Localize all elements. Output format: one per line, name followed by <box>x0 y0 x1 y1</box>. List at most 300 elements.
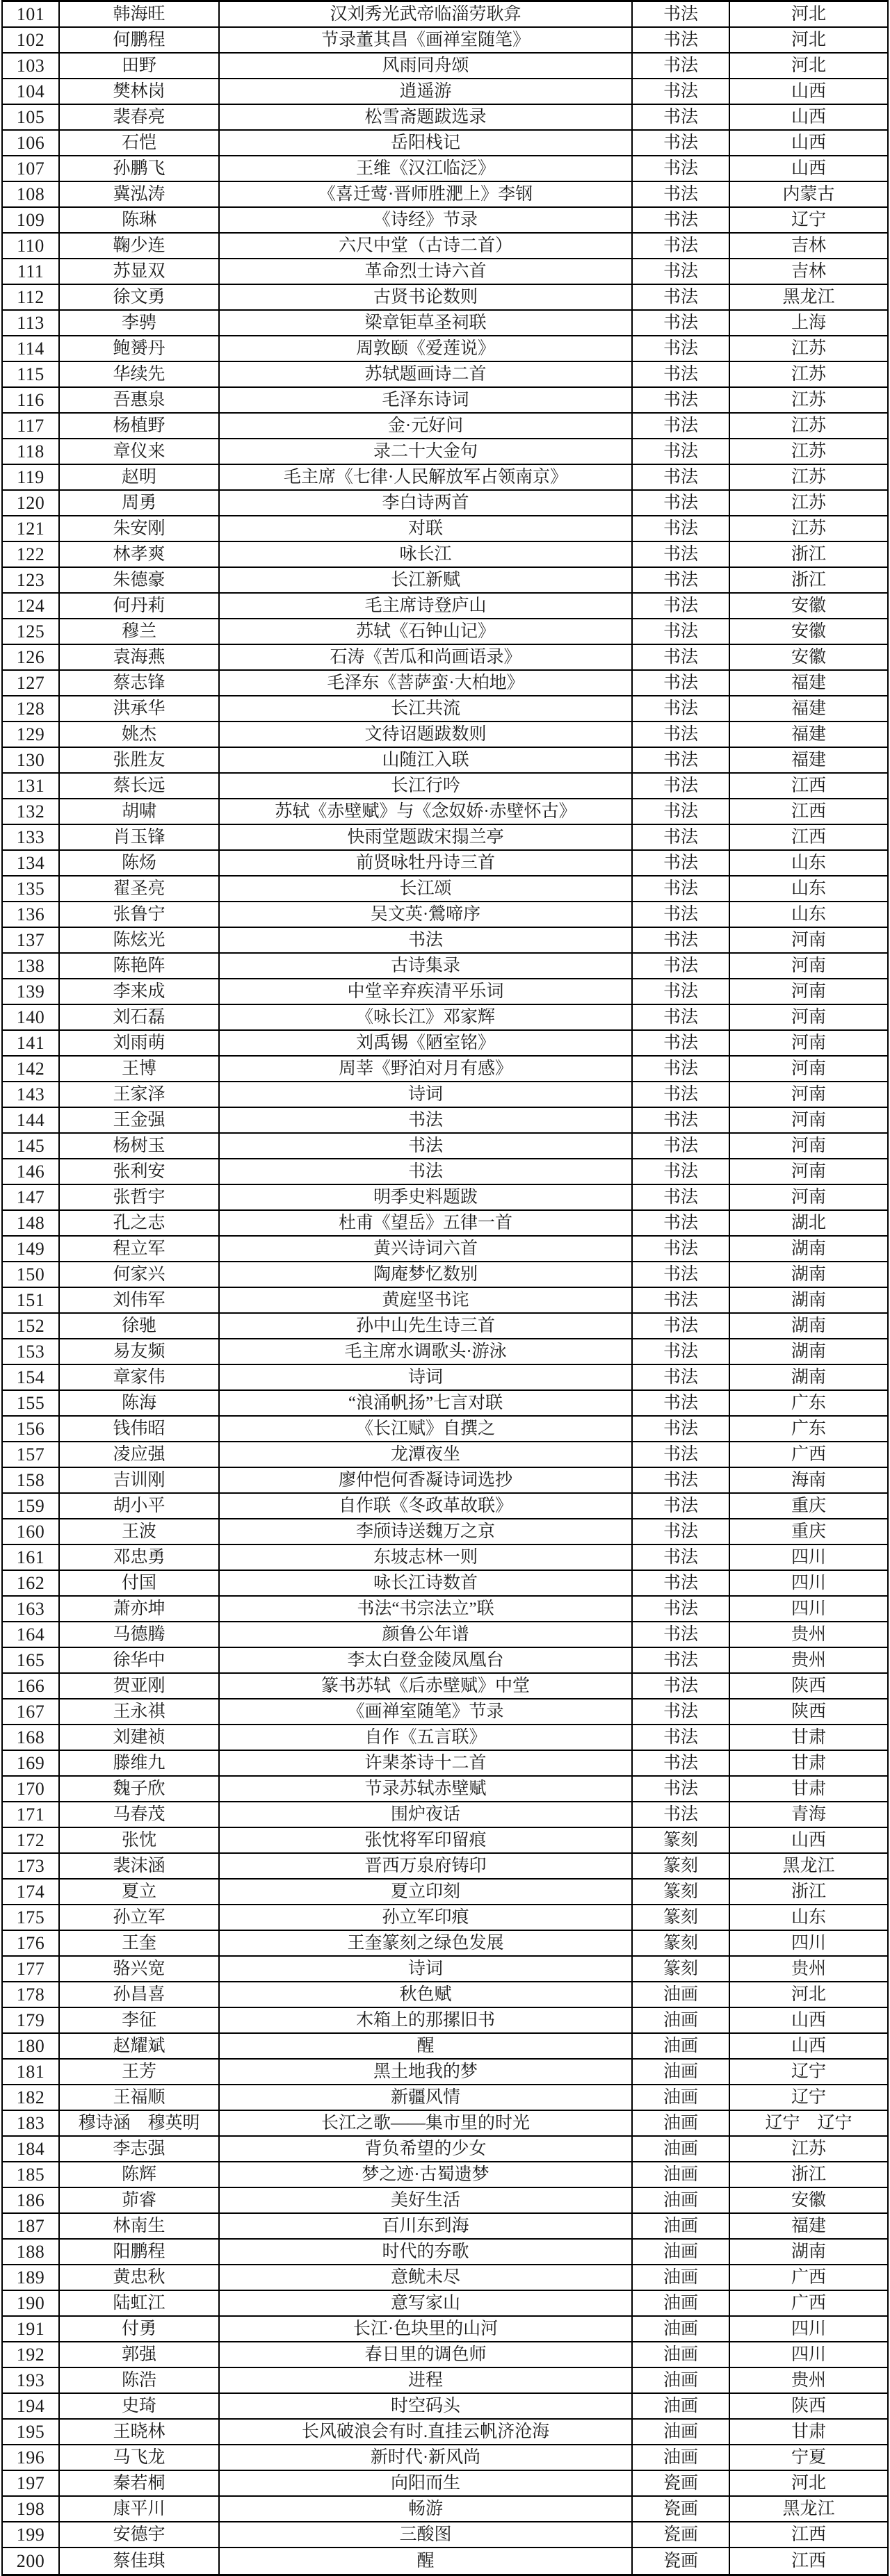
table-row <box>3 2420 887 2445</box>
province-cell: 重庆 <box>791 1497 826 1515</box>
category-cell: 油画 <box>633 2394 730 2418</box>
table-row <box>3 2085 887 2111</box>
category-cell: 书法 <box>633 1699 730 1724</box>
table-row <box>3 542 887 568</box>
artist-name-cell: 安德宇 <box>60 2522 220 2547</box>
artist-name-cell: 杨树玉 <box>60 1134 220 1158</box>
work-title-cell: 颜鲁公年谱 <box>220 1622 633 1647</box>
table-row <box>3 645 887 671</box>
table-row <box>3 2394 887 2420</box>
table-row <box>3 2137 887 2162</box>
artist-name-cell: 陆虹江 <box>60 2291 220 2315</box>
entry-number-cell: 200 <box>3 2548 60 2574</box>
work-title-cell: 李颀诗送魏万之京 <box>220 1519 633 1544</box>
artist-name-cell: 李征 <box>60 2008 220 2032</box>
entry-number-cell: 103 <box>3 54 60 78</box>
entry-number-cell: 135 <box>3 877 60 901</box>
category-cell: 书法 <box>633 1648 730 1672</box>
artist-name-cell: 史琦 <box>60 2394 220 2418</box>
table-row <box>3 1597 887 1622</box>
artist-name-cell: 李志强 <box>60 2137 220 2161</box>
category-cell: 书法 <box>633 1417 730 1441</box>
artist-name-cell: 何家兴 <box>60 1262 220 1287</box>
work-title-cell: 对联 <box>220 516 633 541</box>
table-row <box>3 131 887 156</box>
category-cell: 书法 <box>633 774 730 798</box>
category-cell: 书法 <box>633 671 730 695</box>
work-title-cell: 中堂辛弃疾清平乐词 <box>220 979 633 1004</box>
category-cell: 书法 <box>633 1108 730 1132</box>
category-cell: 书法 <box>633 1237 730 1261</box>
category-cell: 书法 <box>633 928 730 952</box>
work-title-cell: 春日里的调色师 <box>220 2342 633 2367</box>
artist-name-cell: 胡啸 <box>60 799 220 824</box>
artist-name-cell: 徐华中 <box>60 1648 220 1672</box>
province-cell: 江西 <box>791 828 826 847</box>
work-title-cell: 古贤书论数则 <box>220 285 633 309</box>
work-title-cell: 向阳而生 <box>220 2471 633 2495</box>
table-row <box>3 1365 887 1391</box>
province-cell: 湖南 <box>791 1316 826 1335</box>
table-row <box>3 1854 887 1880</box>
entry-number-cell: 128 <box>3 696 60 721</box>
entry-number-cell: 101 <box>3 2 60 26</box>
entry-number-cell: 141 <box>3 1031 60 1055</box>
entry-number-cell: 137 <box>3 928 60 952</box>
work-title-cell: 诗词 <box>220 1957 633 1981</box>
entry-number-cell: 129 <box>3 722 60 747</box>
work-title-cell: 木箱上的那摞旧书 <box>220 2008 633 2032</box>
category-cell: 书法 <box>633 234 730 258</box>
work-title-cell: 新疆风情 <box>220 2085 633 2110</box>
province-cell: 浙江 <box>791 545 826 564</box>
work-title-cell: 诗词 <box>220 1365 633 1389</box>
province-cell: 辽宁 <box>791 2088 826 2107</box>
work-title-cell: 自作《五言联》 <box>220 1725 633 1750</box>
category-cell: 书法 <box>633 1005 730 1029</box>
work-title-cell: 龙潭夜坐 <box>220 1442 633 1467</box>
category-cell: 油画 <box>633 2265 730 2290</box>
province-cell: 黑龙江 <box>782 288 835 307</box>
table-row <box>3 1262 887 1288</box>
entry-number-cell: 170 <box>3 1777 60 1801</box>
province-cell: 贵州 <box>791 1651 826 1670</box>
entry-number-cell: 118 <box>3 439 60 464</box>
table-row <box>3 465 887 491</box>
category-cell: 书法 <box>633 1725 730 1750</box>
table-row <box>3 1982 887 2008</box>
artist-name-cell: 王金强 <box>60 1108 220 1132</box>
work-title-cell: 背负希望的少女 <box>220 2137 633 2161</box>
artist-name-cell: 孙昌喜 <box>60 1982 220 2007</box>
entry-number-cell: 166 <box>3 1674 60 1698</box>
entry-number-cell: 171 <box>3 1802 60 1827</box>
work-title-cell: 明季史料题跋 <box>220 1185 633 1209</box>
table-row <box>3 979 887 1005</box>
province-cell: 江西 <box>791 2525 826 2544</box>
table-row <box>3 1648 887 1674</box>
artist-name-cell: 张利安 <box>60 1159 220 1184</box>
work-title-cell: 篆书苏轼《后赤壁赋》中堂 <box>220 1674 633 1698</box>
work-title-cell: 长江共流 <box>220 696 633 721</box>
artist-name-cell: 邓忠勇 <box>60 1545 220 1570</box>
province-cell: 浙江 <box>791 1882 826 1901</box>
entry-number-cell: 140 <box>3 1005 60 1029</box>
province-cell: 江西 <box>791 776 826 795</box>
category-cell: 书法 <box>633 516 730 541</box>
table-row <box>3 1931 887 1957</box>
work-title-cell: 毛泽东诗词 <box>220 388 633 412</box>
table-row <box>3 748 887 774</box>
category-cell: 瓷画 <box>633 2548 730 2574</box>
entry-number-cell: 155 <box>3 1391 60 1415</box>
category-cell: 油画 <box>633 2137 730 2161</box>
category-cell: 瓷画 <box>633 2471 730 2495</box>
work-title-cell: 百川东到海 <box>220 2214 633 2238</box>
category-cell: 书法 <box>633 105 730 129</box>
work-title-cell: 新时代·新风尚 <box>220 2445 633 2470</box>
table-row <box>3 1905 887 1931</box>
work-title-cell: 长风破浪会有时.直挂云帆济沧海 <box>220 2420 633 2444</box>
province-cell: 江苏 <box>791 391 826 409</box>
category-cell: 书法 <box>633 285 730 309</box>
category-cell: 书法 <box>633 1134 730 1158</box>
artist-name-cell: 肖玉锋 <box>60 825 220 849</box>
category-cell: 书法 <box>633 748 730 772</box>
table-row <box>3 336 887 362</box>
artist-name-cell: 周勇 <box>60 491 220 515</box>
category-cell: 书法 <box>633 1622 730 1647</box>
province-cell: 广东 <box>791 1419 826 1438</box>
artist-name-cell: 王奎 <box>60 1931 220 1955</box>
table-row <box>3 1519 887 1545</box>
artist-name-cell: 吾惠泉 <box>60 388 220 412</box>
table-row <box>3 259 887 285</box>
province-cell: 山东 <box>791 854 826 872</box>
category-cell: 书法 <box>633 799 730 824</box>
work-title-cell: 东坡志林一则 <box>220 1545 633 1570</box>
province-cell: 河北 <box>791 56 826 75</box>
artist-name-cell: 何鹏程 <box>60 28 220 52</box>
table-row <box>3 2497 887 2522</box>
entry-number-cell: 127 <box>3 671 60 695</box>
work-title-cell: 陶庵梦忆数别 <box>220 1262 633 1287</box>
artist-name-cell: 滕维九 <box>60 1751 220 1775</box>
work-title-cell: 前贤咏牡丹诗三首 <box>220 851 633 875</box>
work-title-cell: 自作联《冬政革故联》 <box>220 1494 633 1518</box>
work-title-cell: 山随江入联 <box>220 748 633 772</box>
category-cell: 书法 <box>633 414 730 438</box>
table-row <box>3 2368 887 2394</box>
artist-name-cell: 马德腾 <box>60 1622 220 1647</box>
province-cell: 浙江 <box>791 571 826 589</box>
table-row <box>3 388 887 414</box>
category-cell: 书法 <box>633 208 730 232</box>
table-row <box>3 2317 887 2342</box>
work-title-cell: 畅游 <box>220 2497 633 2521</box>
entry-number-cell: 157 <box>3 1442 60 1467</box>
work-title-cell: 时空码头 <box>220 2394 633 2418</box>
table-row <box>3 2162 887 2188</box>
table-row <box>3 1211 887 1237</box>
work-title-cell: 长江颂 <box>220 877 633 901</box>
category-cell: 油画 <box>633 2008 730 2032</box>
work-title-cell: 书法 <box>220 1134 633 1158</box>
province-cell: 湖南 <box>791 2242 826 2261</box>
category-cell: 书法 <box>633 311 730 335</box>
entry-number-cell: 153 <box>3 1339 60 1364</box>
artist-name-cell: 林南生 <box>60 2214 220 2238</box>
artist-name-cell: 何丹莉 <box>60 594 220 618</box>
province-cell: 山东 <box>791 1908 826 1927</box>
province-cell: 辽宁 辽宁 <box>765 2114 852 2133</box>
category-cell: 书法 <box>633 1185 730 1209</box>
table-row <box>3 2342 887 2368</box>
entry-number-cell: 139 <box>3 979 60 1004</box>
table-row <box>3 234 887 259</box>
category-cell: 油画 <box>633 2162 730 2187</box>
category-cell: 油画 <box>633 2085 730 2110</box>
province-cell: 四川 <box>791 2320 826 2338</box>
province-cell: 宁夏 <box>791 2448 826 2467</box>
artist-name-cell: 王芳 <box>60 2060 220 2084</box>
artist-name-cell: 樊林岗 <box>60 79 220 104</box>
work-title-cell: 秋色赋 <box>220 1982 633 2007</box>
work-title-cell: 张忱将军印留痕 <box>220 1828 633 1852</box>
table-row <box>3 1082 887 1108</box>
category-cell: 篆刻 <box>633 1828 730 1852</box>
entry-number-cell: 149 <box>3 1237 60 1261</box>
entry-number-cell: 119 <box>3 465 60 489</box>
province-cell: 湖北 <box>791 1214 826 1232</box>
entry-number-cell: 150 <box>3 1262 60 1287</box>
artist-name-cell: 张鲁宁 <box>60 902 220 927</box>
category-cell: 油画 <box>633 2368 730 2392</box>
table-row <box>3 799 887 825</box>
artist-name-cell: 秦若桐 <box>60 2471 220 2495</box>
province-cell: 河北 <box>791 1985 826 2004</box>
work-title-cell: 围炉夜话 <box>220 1802 633 1827</box>
table-row <box>3 1057 887 1082</box>
category-cell: 油画 <box>633 2240 730 2264</box>
work-title-cell: 《喜迁莺·晋师胜淝上》李钢 <box>220 182 633 206</box>
category-cell: 书法 <box>633 851 730 875</box>
work-title-cell: 黑土地我的梦 <box>220 2060 633 2084</box>
category-cell: 书法 <box>633 1802 730 1827</box>
entry-number-cell: 142 <box>3 1057 60 1081</box>
work-title-cell: 苏轼题画诗二首 <box>220 362 633 386</box>
category-cell: 油画 <box>633 2317 730 2341</box>
table-row <box>3 1674 887 1699</box>
category-cell: 书法 <box>633 1339 730 1364</box>
category-cell: 书法 <box>633 619 730 644</box>
work-title-cell: 意鱿未尽 <box>220 2265 633 2290</box>
artist-name-cell: 章家伟 <box>60 1365 220 1389</box>
province-cell: 河北 <box>791 5 826 24</box>
province-cell: 广西 <box>791 1445 826 1464</box>
province-cell: 广西 <box>791 2294 826 2313</box>
category-cell: 书法 <box>633 979 730 1004</box>
artist-name-cell: 王博 <box>60 1057 220 1081</box>
artist-name-cell: 蔡长远 <box>60 774 220 798</box>
table-row <box>3 28 887 54</box>
entry-number-cell: 194 <box>3 2394 60 2418</box>
province-cell: 青海 <box>791 1805 826 1824</box>
province-cell: 福建 <box>791 725 826 744</box>
work-title-cell: 革命烈士诗六首 <box>220 259 633 284</box>
entry-number-cell: 132 <box>3 799 60 824</box>
work-title-cell: 咏长江 <box>220 542 633 566</box>
work-title-cell: 苏轼《赤壁赋》与《念奴娇·赤壁怀古》 <box>220 799 633 824</box>
artist-name-cell: 林孝爽 <box>60 542 220 566</box>
artist-name-cell: 郭强 <box>60 2342 220 2367</box>
category-cell: 油画 <box>633 2111 730 2135</box>
province-cell: 贵州 <box>791 1625 826 1644</box>
entry-number-cell: 159 <box>3 1494 60 1518</box>
category-cell: 书法 <box>633 156 730 181</box>
category-cell: 油画 <box>633 1982 730 2007</box>
table-row <box>3 1005 887 1031</box>
entry-number-cell: 130 <box>3 748 60 772</box>
work-title-cell: 石涛《苦瓜和尚画语录》 <box>220 645 633 669</box>
province-cell: 湖南 <box>791 1291 826 1310</box>
category-cell: 书法 <box>633 722 730 747</box>
province-cell: 安徽 <box>791 648 826 667</box>
entry-number-cell: 188 <box>3 2240 60 2264</box>
category-cell: 书法 <box>633 825 730 849</box>
category-cell: 书法 <box>633 1597 730 1621</box>
work-title-cell: 刘禹锡《陋室铭》 <box>220 1031 633 1055</box>
entry-number-cell: 106 <box>3 131 60 155</box>
entry-number-cell: 145 <box>3 1134 60 1158</box>
work-title-cell: 李白诗两首 <box>220 491 633 515</box>
province-cell: 河南 <box>791 931 826 949</box>
entry-number-cell: 179 <box>3 2008 60 2032</box>
category-cell: 书法 <box>633 491 730 515</box>
work-title-cell: 黄兴诗词六首 <box>220 1237 633 1261</box>
province-cell: 河南 <box>791 956 826 975</box>
province-cell: 辽宁 <box>791 2062 826 2081</box>
category-cell: 书法 <box>633 54 730 78</box>
table-row <box>3 1751 887 1777</box>
entry-number-cell: 195 <box>3 2420 60 2444</box>
entry-number-cell: 115 <box>3 362 60 386</box>
category-cell: 书法 <box>633 388 730 412</box>
category-cell: 瓷画 <box>633 2497 730 2521</box>
category-cell: 书法 <box>633 1159 730 1184</box>
work-title-cell: 风雨同舟颂 <box>220 54 633 78</box>
province-cell: 山东 <box>791 905 826 924</box>
entry-number-cell: 134 <box>3 851 60 875</box>
category-cell: 书法 <box>633 1262 730 1287</box>
table-row <box>3 1880 887 1905</box>
table-row <box>3 671 887 696</box>
table-row <box>3 1468 887 1494</box>
category-cell: 书法 <box>633 1082 730 1107</box>
entry-number-cell: 178 <box>3 1982 60 2007</box>
province-cell: 甘肃 <box>791 1754 826 1772</box>
province-cell: 湖南 <box>791 1342 826 1361</box>
artist-name-cell: 钱伟昭 <box>60 1417 220 1441</box>
entry-number-cell: 186 <box>3 2188 60 2212</box>
artist-name-cell: 陈艳阵 <box>60 954 220 978</box>
table-row <box>3 594 887 619</box>
work-title-cell: 《长江赋》自撰之 <box>220 1417 633 1441</box>
entry-number-cell: 146 <box>3 1159 60 1184</box>
work-title-cell: 意写家山 <box>220 2291 633 2315</box>
work-title-cell: 古诗集录 <box>220 954 633 978</box>
artist-name-cell: 李骋 <box>60 311 220 335</box>
province-cell: 甘肃 <box>791 1728 826 1747</box>
category-cell: 书法 <box>633 1211 730 1235</box>
table-row <box>3 1442 887 1468</box>
work-title-cell: 毛主席诗登庐山 <box>220 594 633 618</box>
category-cell: 书法 <box>633 645 730 669</box>
entry-number-cell: 114 <box>3 336 60 361</box>
entry-number-cell: 124 <box>3 594 60 618</box>
entry-number-cell: 138 <box>3 954 60 978</box>
artist-name-cell: 马飞龙 <box>60 2445 220 2470</box>
entry-number-cell: 143 <box>3 1082 60 1107</box>
artist-name-cell: 鞠少连 <box>60 234 220 258</box>
artist-name-cell: 姚杰 <box>60 722 220 747</box>
entry-number-cell: 164 <box>3 1622 60 1647</box>
work-title-cell: 长江行吟 <box>220 774 633 798</box>
province-cell: 重庆 <box>791 1522 826 1541</box>
table-row <box>3 285 887 311</box>
category-cell: 书法 <box>633 1777 730 1801</box>
artist-name-cell: 陈琳 <box>60 208 220 232</box>
work-title-cell: 书法 <box>220 1108 633 1132</box>
artist-name-cell: 刘雨萌 <box>60 1031 220 1055</box>
category-cell: 篆刻 <box>633 1854 730 1878</box>
province-cell: 陕西 <box>791 1677 826 1695</box>
entry-number-cell: 169 <box>3 1751 60 1775</box>
artist-name-cell: 张胜友 <box>60 748 220 772</box>
category-cell: 油画 <box>633 2188 730 2212</box>
table-row <box>3 2 887 28</box>
work-title-cell: 金·元好问 <box>220 414 633 438</box>
category-cell: 书法 <box>633 336 730 361</box>
table-row <box>3 2111 887 2137</box>
work-title-cell: 毛泽东《菩萨蛮·大柏地》 <box>220 671 633 695</box>
table-row <box>3 1108 887 1134</box>
artist-name-cell: 康平川 <box>60 2497 220 2521</box>
table-row <box>3 2291 887 2317</box>
category-cell: 书法 <box>633 2 730 26</box>
table-row <box>3 2240 887 2265</box>
artist-name-cell: 朱安刚 <box>60 516 220 541</box>
province-cell: 山西 <box>791 1831 826 1850</box>
artist-name-cell: 茆睿 <box>60 2188 220 2212</box>
table-row <box>3 2522 887 2548</box>
category-cell: 油画 <box>633 2342 730 2367</box>
category-cell: 书法 <box>633 28 730 52</box>
artist-name-cell: 贺亚刚 <box>60 1674 220 1698</box>
table-row <box>3 619 887 645</box>
province-cell: 山西 <box>791 133 826 152</box>
category-cell: 书法 <box>633 1057 730 1081</box>
work-title-cell: 咏长江诗数首 <box>220 1571 633 1595</box>
category-cell: 书法 <box>633 1674 730 1698</box>
artist-name-cell: 马春茂 <box>60 1802 220 1827</box>
artist-name-cell: 穆兰 <box>60 619 220 644</box>
work-title-cell: 杜甫《望岳》五律一首 <box>220 1211 633 1235</box>
artist-name-cell: 田野 <box>60 54 220 78</box>
table-row <box>3 2265 887 2291</box>
artist-name-cell: 袁海燕 <box>60 645 220 669</box>
entry-number-cell: 192 <box>3 2342 60 2367</box>
